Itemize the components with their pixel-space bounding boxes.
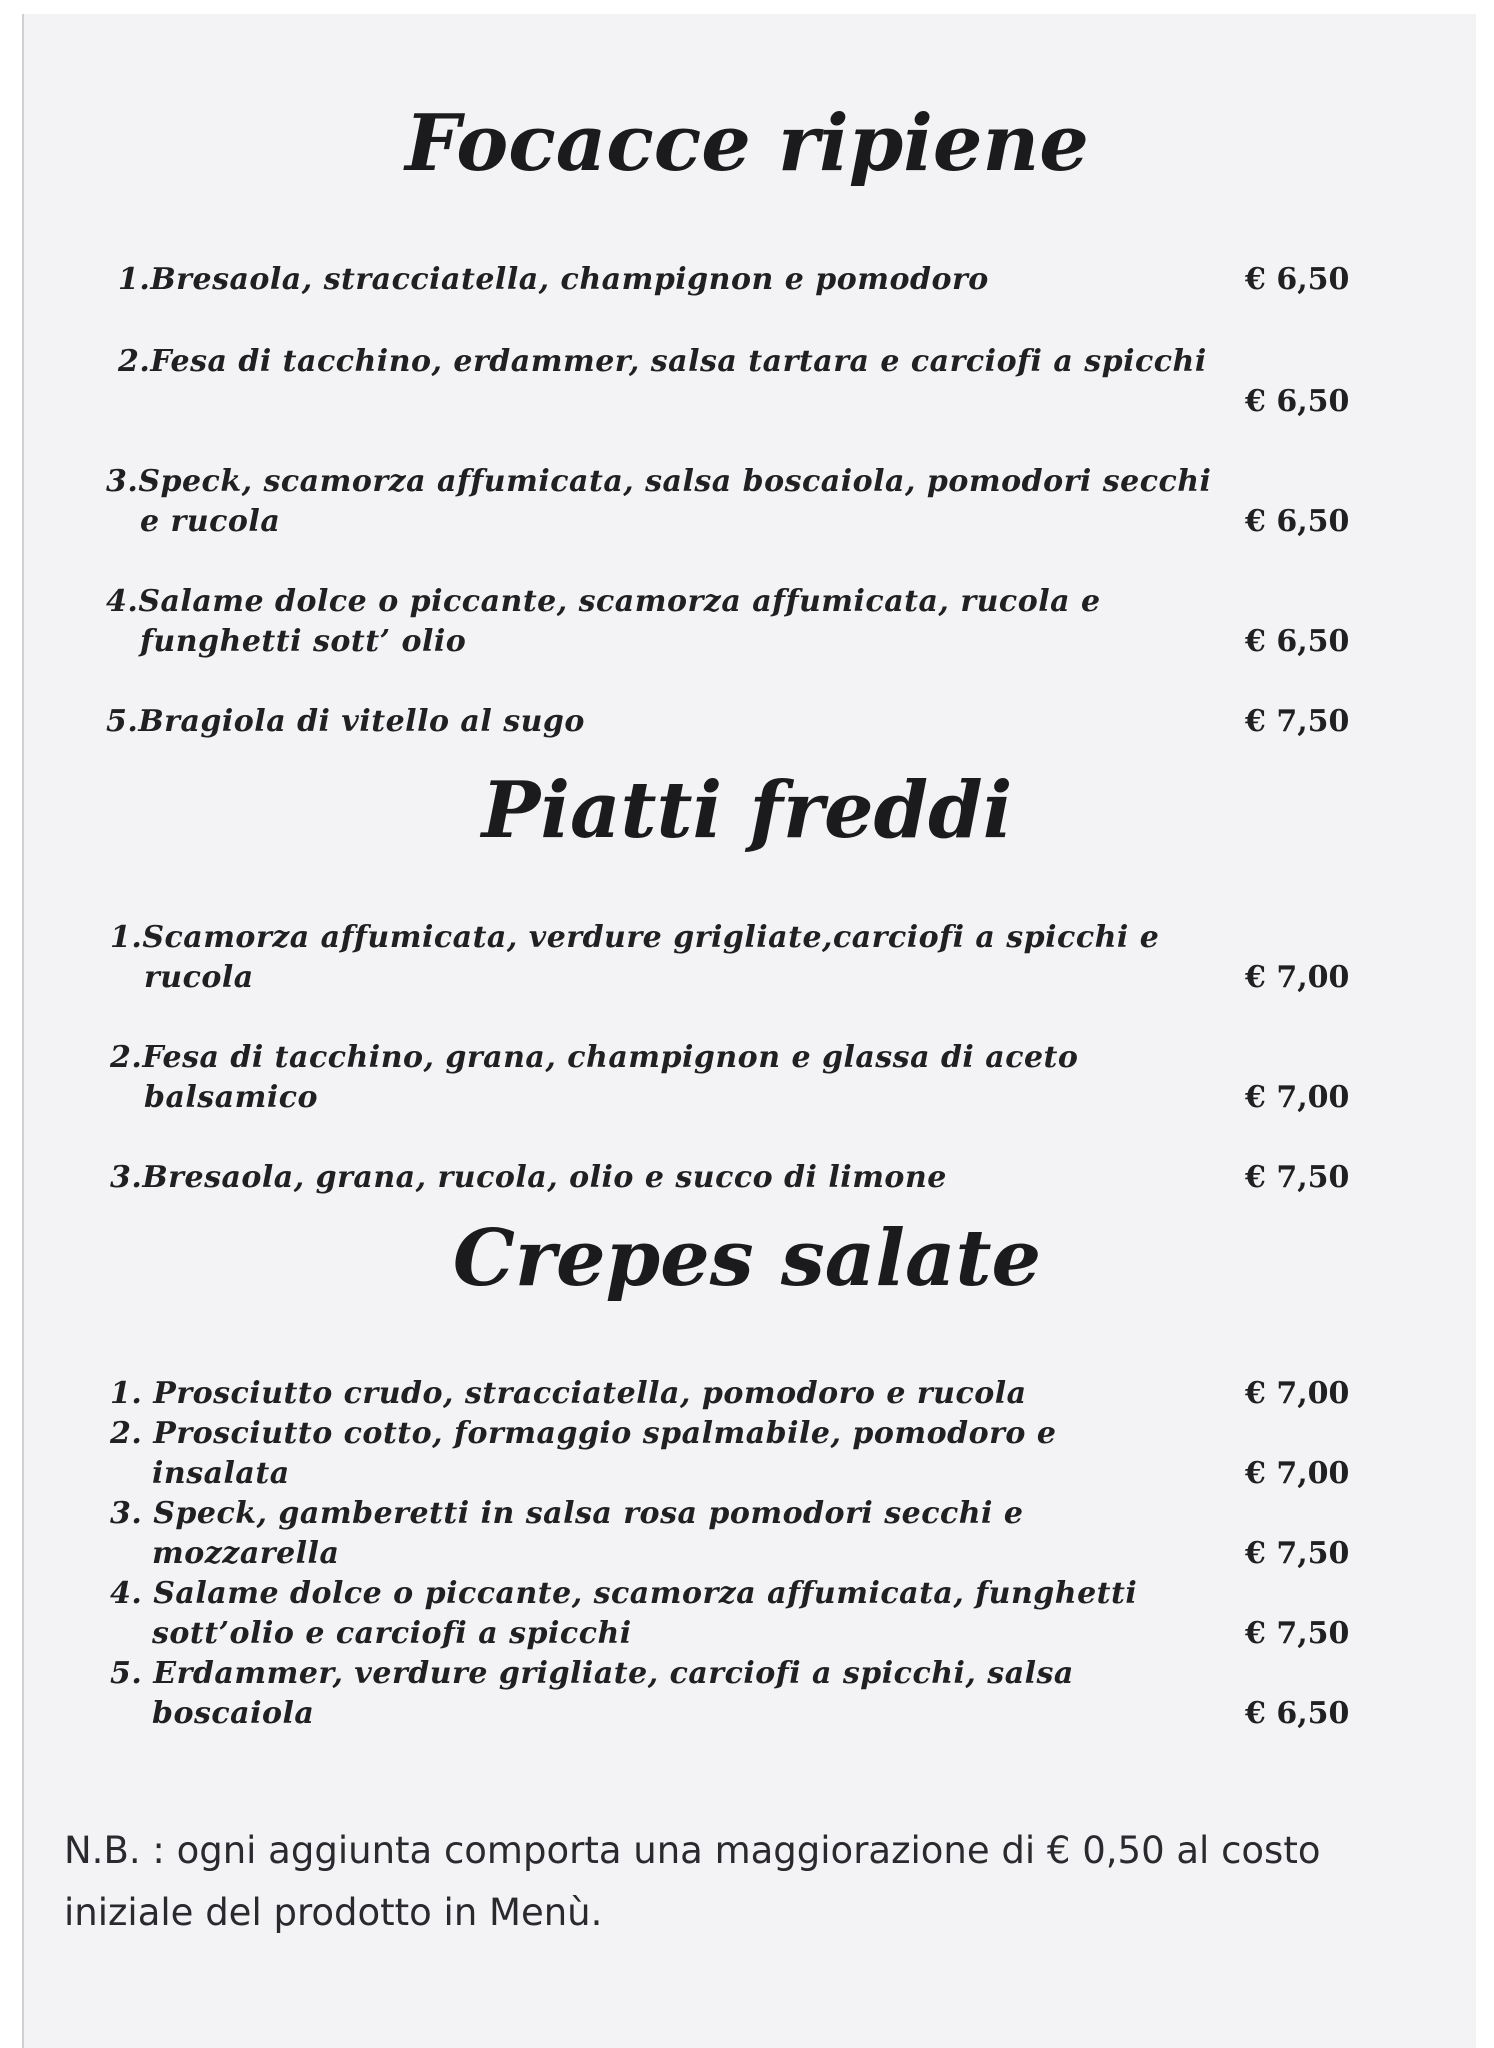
menu-item-price: € 6,50 [1245, 504, 1350, 539]
scan-margin [1482, 0, 1494, 2048]
menu-item-price: € 7,50 [1245, 1160, 1350, 1195]
menu-item-text: 3.Bresaola, grana, rucola, olio e succo di limone [110, 1160, 947, 1195]
menu-item-text: 3.Speck, scamorza affumicata, salsa boscaiola, pomodori secchi e rucola [106, 464, 1212, 539]
menu-item-text: 1. Prosciutto crudo, stracciatella, pomodoro e rucola [110, 1376, 1027, 1411]
menu-item-price: € 7,00 [1245, 1376, 1350, 1411]
section-title-focacce: Focacce ripiene [405, 98, 1089, 189]
menu-item-text: 5.Bragiola di vitello al sugo [106, 704, 585, 739]
menu-item-price: € 7,00 [1245, 1080, 1350, 1115]
menu-item-price: € 6,50 [1245, 624, 1350, 659]
menu-item-text: 1.Bresaola, stracciatella, champignon e pomodoro [118, 262, 989, 297]
menu-item-price: € 6,50 [1245, 384, 1350, 419]
menu-item-text: 2.Fesa di tacchino, erdammer, salsa tartara e carciofi a spicchi [118, 344, 1207, 379]
section-title-piatti-freddi: Piatti freddi [481, 765, 1013, 856]
menu-item-price: € 7,00 [1245, 960, 1350, 995]
menu-item-text: 4. Salame dolce o piccante, scamorza affumicata, funghetti sott’olio e carciofi a spicchi [110, 1576, 1138, 1651]
menu-item-text: 1.Scamorza affumicata, verdure grigliate,carciofi a spicchi e rucola [110, 920, 1160, 995]
menu-item-price: € 7,50 [1245, 1616, 1350, 1651]
menu-item-text: 3. Speck, gamberetti in salsa rosa pomodori secchi e mozzarella [110, 1496, 1024, 1571]
menu-item-price: € 6,50 [1245, 262, 1350, 297]
menu-item-text: 5. Erdammer, verdure grigliate, carciofi a spicchi, salsa boscaiola [110, 1656, 1074, 1731]
menu-page [22, 14, 1476, 2048]
menu-item-price: € 6,50 [1245, 1696, 1350, 1731]
menu-item-text: 2. Prosciutto cotto, formaggio spalmabile, pomodoro e insalata [110, 1416, 1057, 1491]
menu-item-text: 4.Salame dolce o piccante, scamorza affumicata, rucola e funghetti sott’ olio [106, 584, 1101, 659]
menu-item-text: 2.Fesa di tacchino, grana, champignon e glassa di aceto balsamico [110, 1040, 1079, 1115]
menu-item-price: € 7,50 [1245, 704, 1350, 739]
menu-item-price: € 7,50 [1245, 1536, 1350, 1571]
section-title-crepes-salate: Crepes salate [452, 1213, 1042, 1304]
menu-item-price: € 7,00 [1245, 1456, 1350, 1491]
footer-note: N.B. : ogni aggiunta comporta una maggiorazione di € 0,50 al costo iniziale del prodotto in Menù. [64, 1829, 1321, 1934]
